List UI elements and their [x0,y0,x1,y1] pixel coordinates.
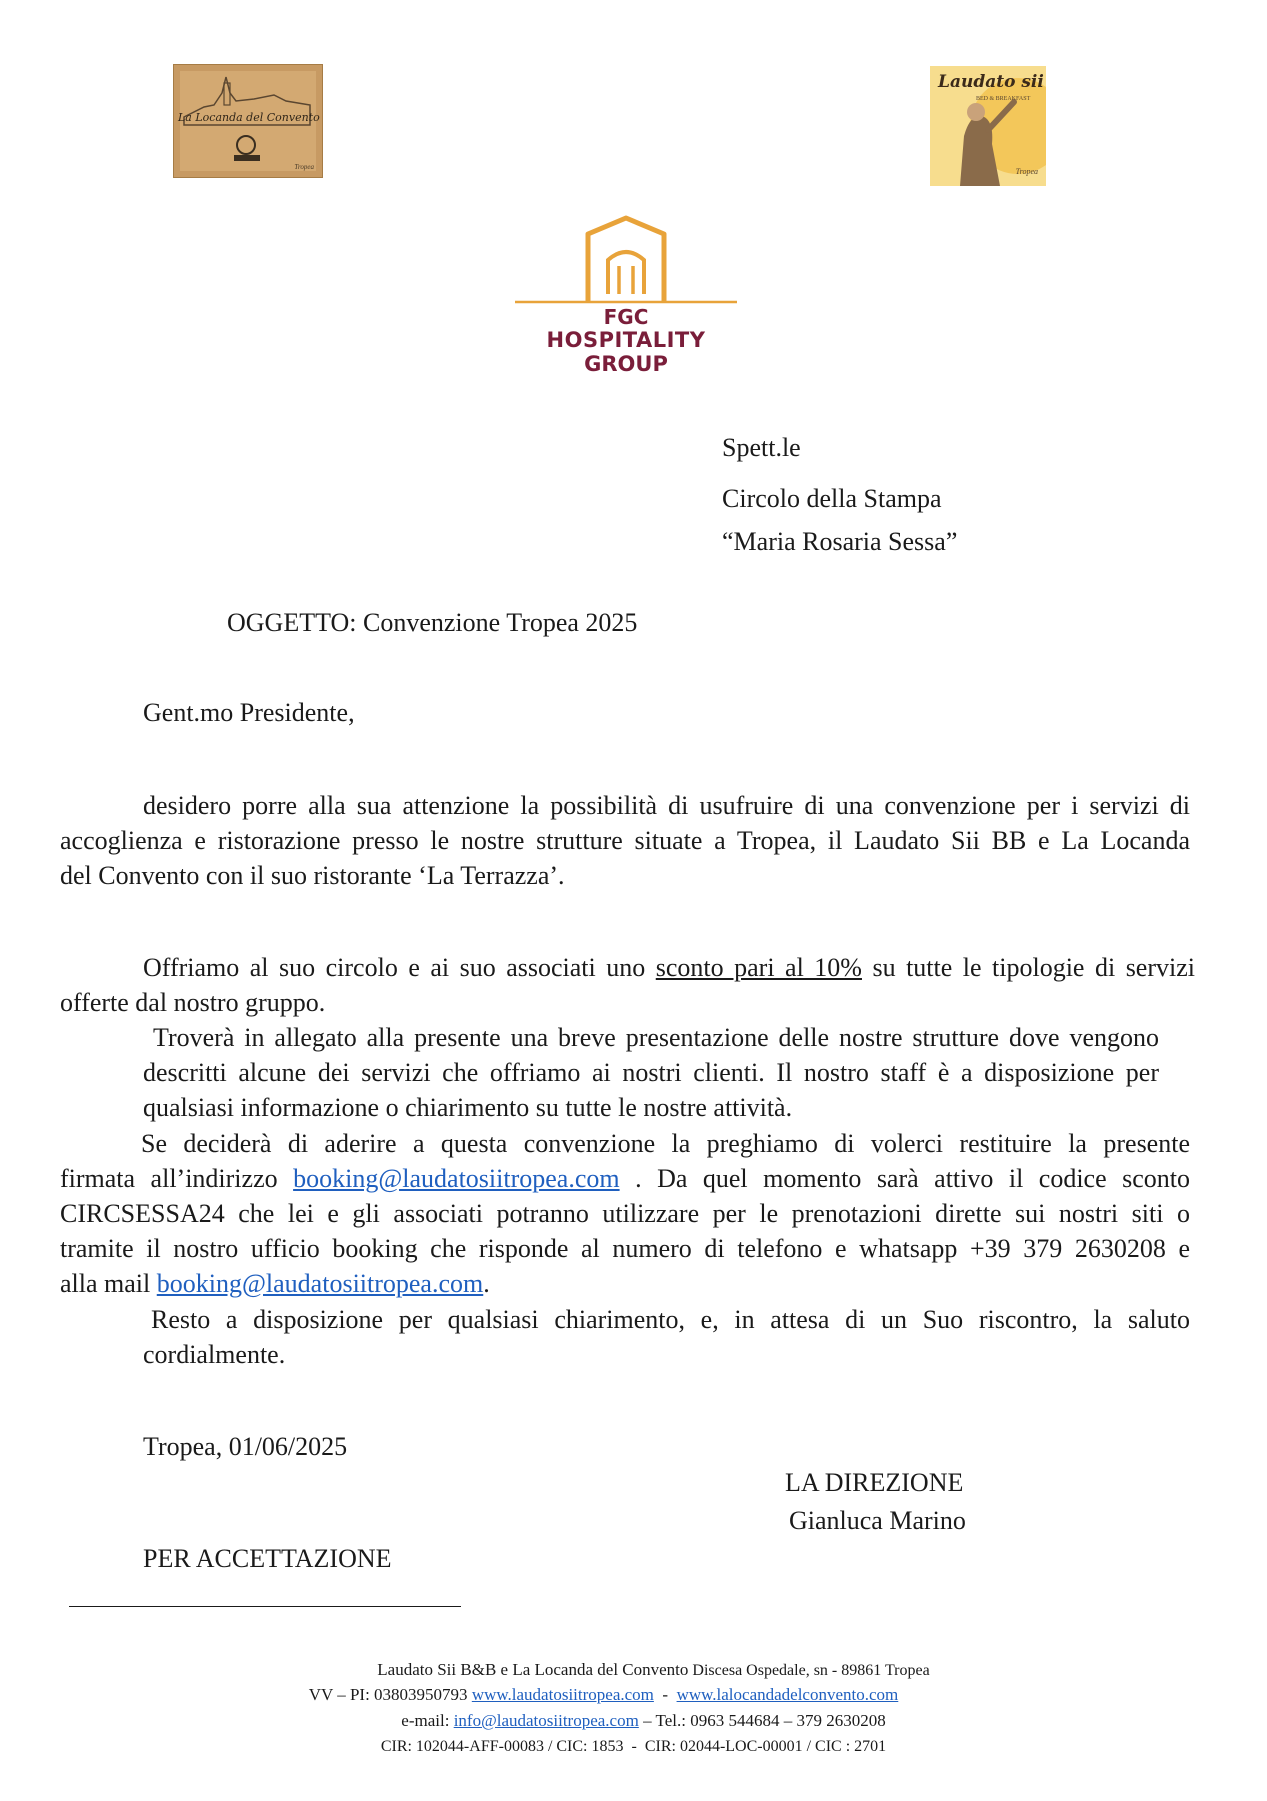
adhesion-period: . [483,1269,490,1298]
discount-text-b: su tutte le tipologie di servizi [861,953,1195,982]
acceptance-label: PER ACCETTAZIONE [143,1544,392,1573]
paragraph-adhesion-line-1: Se deciderà di aderire a questa convenzione la preghiamo di volerci restituire la presente [141,1129,1190,1158]
adhesion-text-a: firmata all’indirizzo [60,1164,294,1193]
acceptance-signature-line [69,1606,461,1607]
greeting: Gent.mo Presidente, [143,698,355,727]
recipient-line-2: Circolo della Stampa [722,484,942,513]
paragraph-closing [143,1302,1190,1372]
footer-line-2 [0,1682,1267,1707]
discount-text-a: Offriamo al suo circolo e ai suo associati uno [143,953,656,982]
locanda-logo [173,64,323,178]
paragraph-intro-line-3: del Convento con il suo ristorante ‘La Terrazza’. [60,861,565,890]
recipient-line-1: Spett.le [722,433,801,462]
fgc-logo-line1: FGC [603,305,649,329]
paragraph-closing-line-1: Resto a disposizione per qualsiasi chiarimento, e, in attesa di un Suo riscontro, la saluto [151,1305,1190,1334]
laudato-sii-logo-title: Laudato sii [938,72,1044,92]
locanda-logo-subtext: Tropea [294,163,314,171]
footer-website-locanda[interactable]: www.lalocandadelconvento.com [676,1685,899,1704]
paragraph-adhesion-line-4: tramite il nostro ufficio booking che risponde al numero di telefono e whatsapp +39 379 2630208 e [60,1234,1190,1263]
paragraph-attachment-line-3: qualsiasi informazione o chiarimento su tutte le nostre attività. [143,1093,793,1122]
footer-email-label: e-mail: [401,1711,454,1730]
place-date: Tropea, 01/06/2025 [143,1432,348,1461]
footer-company: Laudato Sii B&B e La Locanda del Convento [377,1660,689,1679]
fgc-logo-line3: GROUP [584,352,668,376]
footer-address: Discesa Ospedale, sn - 89861 Tropea [688,1662,930,1679]
adhesion-mail-label: alla mail [60,1269,157,1298]
footer-line-1 [0,1657,1267,1683]
footer-separator: - [653,1685,677,1704]
paragraph-intro-line-2: accoglienza e ristorazione presso le nostre strutture situate a Tropea, il Laudato Sii BB e La Locanda [60,826,1190,855]
paragraph-intro-line-1: desidero porre alla sua attenzione la possibilità di usufruire di una convenzione per i servizi di [143,791,1190,820]
paragraph-discount [60,950,1195,1020]
paragraph-closing-line-2: cordialmente. [143,1340,286,1369]
locanda-logo-text: La Locanda del Convento [178,111,320,124]
footer-line-4: CIR: 102044-AFF-00083 / CIC: 1853 - CIR: 02044-LOC-00001 / CIC : 2701 [380,1738,887,1755]
paragraph-adhesion [60,1126,1190,1301]
footer-website-laudato[interactable]: www.laudatosiitropea.com [471,1685,654,1704]
discount-highlight: sconto pari al 10% [655,953,862,982]
paragraph-discount-line-1 [60,950,1195,985]
fgc-logo-line2: HOSPITALITY [546,328,706,352]
signature-name: Gianluca Marino [789,1506,966,1535]
fgc-logo [515,214,737,384]
paragraph-adhesion-line-5 [60,1266,1190,1301]
subject-line: OGGETTO: Convenzione Tropea 2025 [227,608,638,637]
paragraph-attachment [143,1020,1159,1125]
paragraph-attachment-line-2: descritti alcune dei servizi che offriamo ai nostri clienti. Il nostro staff è a disposizione per [143,1058,1159,1087]
footer-phone: – Tel.: 0963 544684 – 379 2630208 [638,1711,886,1730]
footer-info-email-link[interactable]: info@laudatosiitropea.com [453,1711,639,1730]
footer-line-3 [0,1708,1267,1733]
paragraph-discount-line-2: offerte dal nostro gruppo. [60,988,326,1017]
paragraph-adhesion-line-3: CIRCSESSA24 che lei e gli associati potranno utilizzare per le prenotazioni dirette sui nostri siti o [60,1199,1190,1228]
footer-vat: VV – PI: 03803950793 [308,1685,472,1704]
signature-title: LA DIREZIONE [785,1468,964,1497]
laudato-sii-logo-subtitle: BED & BREAKFAST [976,96,1031,102]
recipient-line-3: “Maria Rosaria Sessa” [722,527,958,556]
paragraph-adhesion-line-2 [60,1161,1190,1196]
booking-email-link-1[interactable]: booking@laudatosiitropea.com [293,1164,620,1193]
adhesion-text-b: . Da quel momento sarà attivo il codice sconto [619,1164,1190,1193]
booking-email-link-2[interactable]: booking@laudatosiitropea.com [156,1269,484,1298]
laudato-sii-logo [930,66,1046,186]
paragraph-intro [60,788,1190,893]
laudato-sii-logo-place: Tropea [1015,167,1038,176]
paragraph-attachment-line-1: Troverà in allegato alla presente una breve presentazione delle nostre strutture dove vengono [153,1023,1159,1052]
